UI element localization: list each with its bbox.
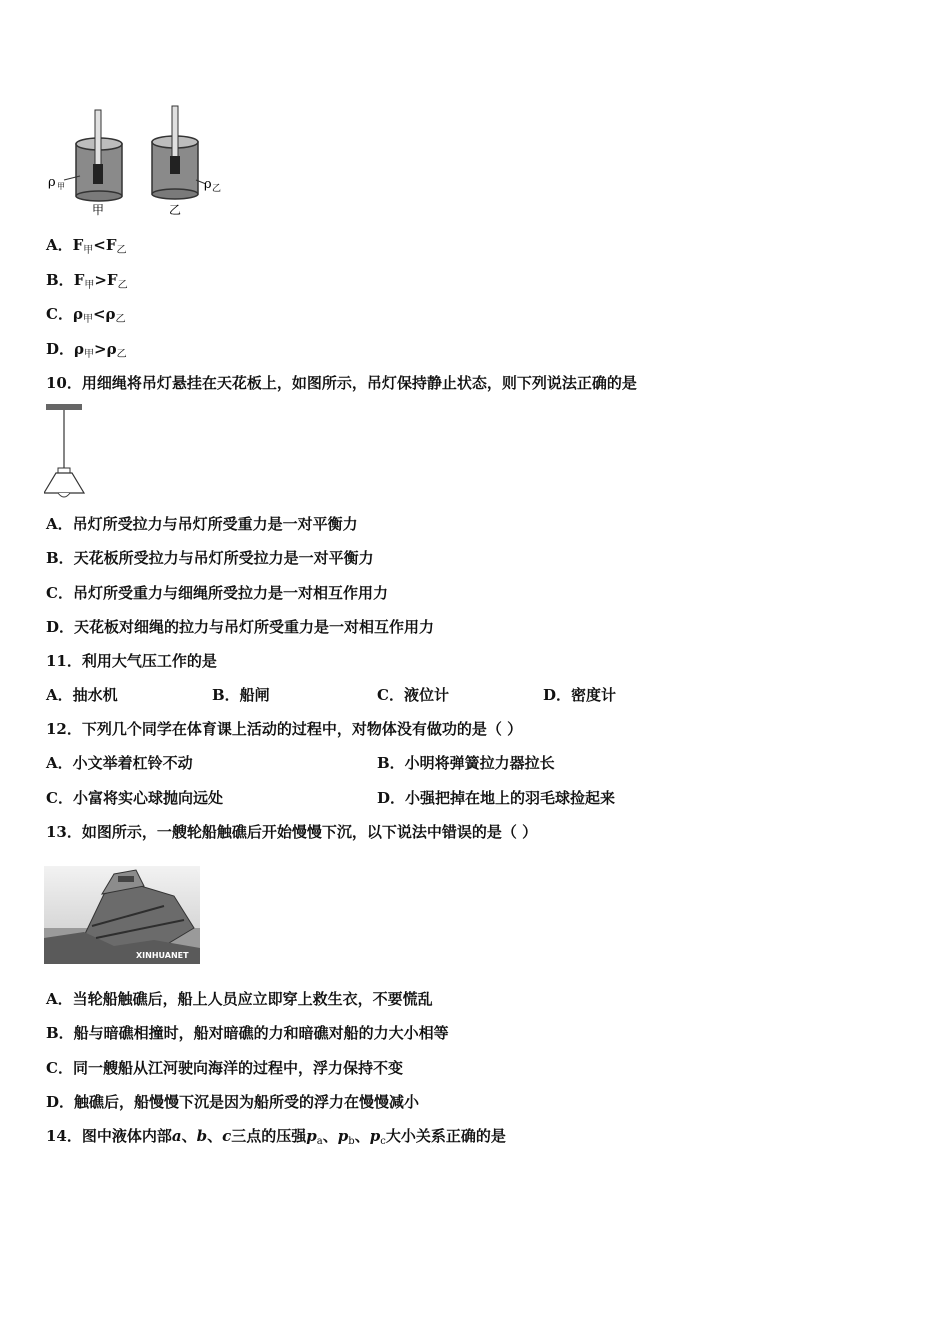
- q9-option-a: A．$F_甲<F_乙$: [46, 236, 127, 256]
- q9-option-b: B．$F_甲>F_乙$: [46, 271, 128, 291]
- hydrometer-figure: [46, 104, 236, 219]
- q14-stem: 14．图中液体内部a、b、c三点的压强$p_a$、$p_b$、$p_c$大小关系正确的是: [46, 1127, 506, 1147]
- q13-option-a: A．当轮船触礁后，船上人员应立即穿上救生衣，不要慌乱: [46, 990, 433, 1008]
- q11-option-d: D．密度计: [543, 686, 617, 704]
- q10-option-c: C．吊灯所受重力与细绳所受拉力是一对相互作用力: [46, 584, 388, 602]
- q10-option-a: A．吊灯所受拉力与吊灯所受重力是一对平衡力: [46, 515, 358, 533]
- sinking-ship-photo: [44, 866, 200, 964]
- q9-option-c: C．$\rho_甲<\rho_乙$: [46, 305, 126, 325]
- q13-option-c: C．同一艘船从江河驶向海洋的过程中，浮力保持不变: [46, 1059, 403, 1077]
- q10-stem: 10．用细绳将吊灯悬挂在天花板上，如图所示，吊灯保持静止状态，则下列说法正确的是: [46, 374, 637, 392]
- q13-option-d: D．触礁后，船慢慢下沉是因为船所受的浮力在慢慢减小: [46, 1093, 420, 1111]
- q9-option-d: D．$\rho_甲>\rho_乙$: [46, 340, 127, 360]
- q11-option-a: A．抽水机: [46, 686, 118, 704]
- rho-left-sub: 甲: [57, 182, 65, 191]
- rho-right-label: ρ: [204, 177, 212, 192]
- q12-option-d: D．小强把掉在地上的羽毛球捡起来: [377, 789, 616, 807]
- rho-right-sub: 乙: [212, 184, 222, 194]
- photo-watermark: XINHUANET: [136, 951, 189, 960]
- q12-option-a: A．小文举着杠铃不动: [46, 754, 193, 772]
- ceiling-lamp-figure: [44, 402, 94, 502]
- q12-option-b: B．小明将弹簧拉力器拉长: [377, 754, 555, 772]
- rho-left-label: ρ: [48, 175, 56, 190]
- q11-option-c: C．液位计: [377, 686, 449, 704]
- q11-option-b: B．船闸: [212, 686, 270, 704]
- q11-stem: 11．利用大气压工作的是: [46, 652, 217, 670]
- q12-option-c: C．小富将实心球抛向远处: [46, 789, 223, 807]
- q13-option-b: B．船与暗礁相撞时，船对暗礁的力和暗礁对船的力大小相等: [46, 1024, 449, 1042]
- q12-stem: 12．下列几个同学在体育课上活动的过程中，对物体没有做功的是（ ）: [46, 720, 523, 738]
- caption-yi: 乙: [169, 203, 182, 217]
- q10-option-b: B．天花板所受拉力与吊灯所受拉力是一对平衡力: [46, 549, 374, 567]
- q13-stem: 13．如图所示，一艘轮船触礁后开始慢慢下沉，以下说法中错误的是（ ）: [46, 823, 538, 841]
- caption-jia: 甲: [92, 203, 105, 217]
- q10-option-d: D．天花板对细绳的拉力与吊灯所受重力是一对相互作用力: [46, 618, 435, 636]
